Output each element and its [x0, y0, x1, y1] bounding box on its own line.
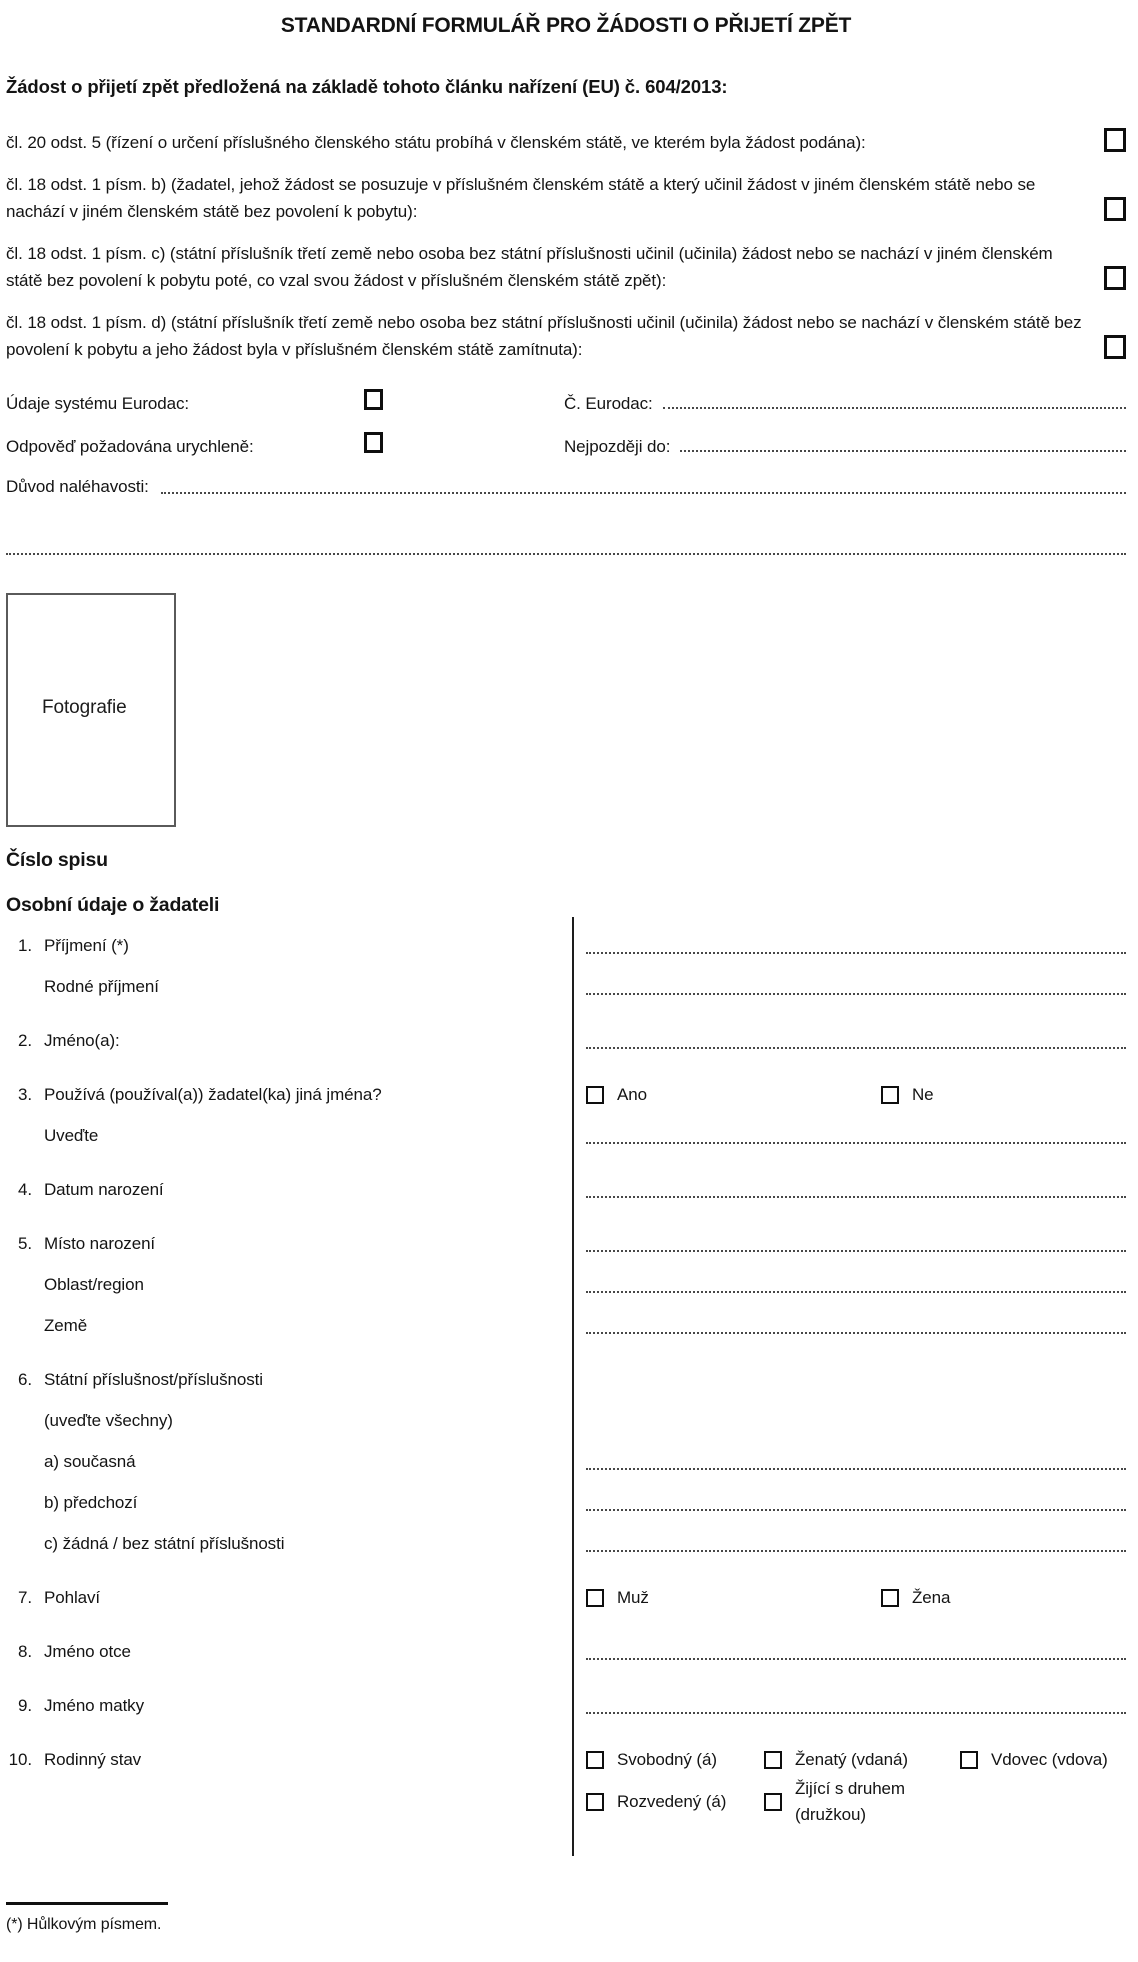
zenaty-vdana-option [764, 1747, 960, 1773]
option-label: Žijící s druhem (družkou) [795, 1779, 905, 1824]
deadline-fill-line[interactable] [680, 433, 1126, 452]
personal-row [6, 1313, 1126, 1339]
legal-option-text: čl. 20 odst. 5 (řízení o určení příslušného členského státu probíhá v členském státě, ve kterém byla žádost podána): [6, 133, 866, 152]
personal-row [6, 1449, 1126, 1475]
field-label: Země [44, 1316, 88, 1335]
legal-option-text: čl. 18 odst. 1 písm. d) (státní příslušník třetí země nebo osoba bez státní příslušnosti učinil (učinila) žádost nebo se nachází v členském státě bez povolení k pobytu a jeho žádost byla v příslušném členském státě zamítnuta): [6, 313, 1082, 359]
legal-option-3-checkbox[interactable] [1104, 266, 1126, 290]
option-label: Žena [912, 1588, 951, 1607]
personal-row [6, 974, 1126, 1000]
legal-option-row [6, 240, 1126, 294]
rozvedeny-a-option [586, 1789, 764, 1815]
zena-checkbox[interactable] [881, 1589, 899, 1607]
legal-option-checkbox-cell [1100, 266, 1126, 294]
eurodac-number-fill-line[interactable] [663, 390, 1126, 409]
legal-option-row [6, 171, 1126, 225]
page-title: STANDARDNÍ FORMULÁŘ PRO ŽÁDOSTI O PŘIJETÍ ZPĚT [280, 14, 852, 37]
prijmeni-fill-line[interactable] [586, 933, 1126, 954]
urgency-reason-continuation-row [6, 536, 1126, 555]
zenaty-vdana-checkbox[interactable] [764, 1751, 782, 1769]
c-zadna-bez-statni-prislusnosti-fill-line[interactable] [586, 1531, 1126, 1552]
a-soucasna-fill-line[interactable] [586, 1449, 1126, 1470]
personal-row [6, 1367, 1126, 1393]
field-label: Rodinný stav [44, 1750, 142, 1769]
misto-narozeni-fill-line[interactable] [586, 1231, 1126, 1252]
field-label: Rodné příjmení [44, 977, 159, 996]
legal-option-checkbox-cell [1100, 197, 1126, 225]
legal-option-text: čl. 18 odst. 1 písm. b) (žadatel, jehož žádost se posuzuje v příslušném členském státě a který učinil žádost v jiném členském státě nebo se nachází v jiném členském státě bez povolení k pobytu): [6, 175, 1036, 221]
jmeno-a-fill-line[interactable] [586, 1028, 1126, 1049]
svobodny-a-option [586, 1747, 764, 1773]
option-label: Ne [912, 1085, 934, 1104]
personal-row [6, 1639, 1126, 1665]
urgency-reason-fill-line-2[interactable] [6, 536, 1126, 555]
personal-row-value-cell [572, 1028, 1126, 1054]
item-number: 7. [18, 1588, 32, 1607]
personal-data-rows [6, 933, 1126, 1828]
personal-row-label-cell [6, 1490, 572, 1516]
personal-row-value-cell [572, 1123, 1126, 1149]
photo-label: Fotografie [42, 697, 127, 718]
option-label: Rozvedený (á) [617, 1792, 727, 1811]
personal-row-label-cell [6, 933, 572, 959]
personal-row-value-cell [572, 1367, 1126, 1393]
zeme-fill-line[interactable] [586, 1313, 1126, 1334]
svobodny-a-checkbox[interactable] [586, 1751, 604, 1769]
legal-option-2-checkbox[interactable] [1104, 197, 1126, 221]
personal-row-label-cell [6, 1313, 572, 1339]
personal-row-value-cell [572, 974, 1126, 1000]
personal-row-label-cell [6, 1449, 572, 1475]
option-label: Muž [617, 1588, 649, 1607]
field-label: Místo narození [44, 1234, 156, 1253]
personal-row [6, 1082, 1126, 1108]
urgency-reason-fill-line[interactable] [161, 473, 1126, 494]
field-label: Příjmení (*) [44, 936, 129, 955]
b-predchozi-fill-line[interactable] [586, 1490, 1126, 1511]
personal-row [6, 1123, 1126, 1149]
zena-option [881, 1585, 950, 1611]
personal-row [6, 1177, 1126, 1203]
personal-row-label-cell [6, 974, 572, 1000]
personal-row-value-cell [572, 1177, 1126, 1203]
personal-row-value-cell [572, 1313, 1126, 1339]
field-label: Jméno matky [44, 1696, 144, 1715]
personal-row-label-cell [6, 1231, 572, 1257]
item-number-spacer [6, 1449, 32, 1475]
legal-option-text: čl. 18 odst. 1 písm. c) (státní příslušník třetí země nebo osoba bez státní příslušnosti učinil (učinila) žádost nebo se nachází v jiném členském státě bez povolení k pobytu poté, co vzal svou žádost v příslušném členském státě zpět): [6, 244, 1053, 290]
personal-row-value-cell [572, 1272, 1126, 1298]
legal-option-4-checkbox[interactable] [1104, 335, 1126, 359]
personal-row-value-cell [572, 1490, 1126, 1516]
option-label: Svobodný (á) [617, 1750, 717, 1769]
field-label: b) předchozí [44, 1493, 138, 1512]
field-label: Jméno otce [44, 1642, 131, 1661]
rozvedeny-a-checkbox[interactable] [586, 1793, 604, 1811]
item-number-spacer [6, 1313, 32, 1339]
personal-row-label-cell [6, 1367, 572, 1393]
field-label: Používá (používal(a)) žadatel(ka) jiná jména? [44, 1085, 382, 1104]
personal-row-value-cell [572, 1531, 1126, 1557]
personal-row [6, 933, 1126, 959]
item-number-spacer [6, 1272, 32, 1298]
personal-row-value-cell [572, 1585, 1126, 1611]
legal-option-1-checkbox[interactable] [1104, 128, 1126, 152]
item-number: 5. [18, 1234, 32, 1253]
field-label: (uveďte všechny) [44, 1411, 173, 1430]
item-number: 10. [8, 1750, 32, 1769]
personal-row-value-cell [572, 1082, 1126, 1108]
personal-row [6, 1693, 1126, 1719]
urgent-reply-row [6, 432, 1126, 461]
deadline-label: Nejpozději do: [564, 437, 671, 456]
legal-option-checkbox-cell [1100, 128, 1126, 156]
footnote [6, 1902, 1126, 1934]
field-label: Oblast/region [44, 1275, 144, 1294]
oblast-region-fill-line[interactable] [586, 1272, 1126, 1293]
item-number: 6. [18, 1370, 32, 1389]
urgent-reply-label: Odpověď požadována urychleně: [6, 437, 254, 456]
muz-checkbox[interactable] [586, 1589, 604, 1607]
personal-row-label-cell [6, 1585, 572, 1611]
personal-row [6, 1490, 1126, 1516]
vdovec-vdova-checkbox[interactable] [960, 1751, 978, 1769]
options-row [586, 1585, 1126, 1611]
item-number-spacer [6, 974, 32, 1000]
item-number: 4. [18, 1180, 32, 1199]
personal-data-heading: Osobní údaje o žadateli [6, 894, 220, 916]
jmeno-matky-fill-line[interactable] [586, 1693, 1126, 1714]
legal-basis-options [6, 128, 1126, 363]
personal-row [6, 1585, 1126, 1611]
personal-row-label-cell [6, 1747, 572, 1828]
datum-narozeni-fill-line[interactable] [586, 1177, 1126, 1198]
personal-row [6, 1408, 1126, 1434]
field-label: Uveďte [44, 1126, 99, 1145]
zijici-s-druhem-druzkou-option [764, 1776, 960, 1828]
eurodac-number-label: Č. Eurodac: [564, 394, 653, 413]
footnote-text: (*) Hůlkovým písmem. [6, 1916, 162, 1933]
personal-row-label-cell [6, 1082, 572, 1108]
personal-row-label-cell [6, 1408, 572, 1434]
field-label: Státní příslušnost/příslušnosti [44, 1370, 263, 1389]
personal-row-label-cell [6, 1272, 572, 1298]
item-number: 9. [18, 1696, 32, 1715]
field-label: a) současná [44, 1452, 136, 1471]
field-label: Datum narození [44, 1180, 164, 1199]
option-label: Ano [617, 1085, 647, 1104]
urgency-reason-row [6, 473, 1126, 500]
vdovec-vdova-option [960, 1747, 1108, 1773]
item-number: 8. [18, 1642, 32, 1661]
personal-row [6, 1272, 1126, 1298]
ne-checkbox[interactable] [881, 1086, 899, 1104]
muz-option [586, 1585, 881, 1611]
item-number-spacer [6, 1531, 32, 1557]
personal-row-value-cell [572, 933, 1126, 959]
personal-row [6, 1028, 1126, 1054]
personal-row [6, 1747, 1126, 1828]
options-row [586, 1082, 1126, 1108]
item-number-spacer [6, 1123, 32, 1149]
options-row [586, 1776, 1126, 1828]
legal-option-row [6, 309, 1126, 363]
urgency-reason-label: Důvod naléhavosti: [6, 477, 149, 496]
personal-row [6, 1531, 1126, 1557]
eurodac-data-row [6, 389, 1126, 418]
item-number: 1. [18, 936, 32, 955]
eurodac-block [6, 389, 1126, 555]
personal-row-value-cell [572, 1231, 1126, 1257]
field-label: Pohlaví [44, 1588, 101, 1607]
eurodac-data-label: Údaje systému Eurodac: [6, 394, 189, 413]
personal-row-value-cell [572, 1639, 1126, 1665]
ano-option [586, 1082, 881, 1108]
file-number-heading: Číslo spisu [6, 849, 108, 871]
personal-row-value-cell [572, 1449, 1126, 1475]
personal-data-section [6, 917, 1126, 1856]
item-number-spacer [6, 1408, 32, 1434]
personal-row [6, 1231, 1126, 1257]
field-label: Jméno(a): [44, 1031, 120, 1050]
form-subtitle: Žádost o přijetí zpět předložená na základě tohoto článku nařízení (EU) č. 604/2013: [6, 76, 728, 97]
column-divider-line [572, 917, 574, 1856]
personal-row-label-cell [6, 1531, 572, 1557]
legal-option-checkbox-cell [1100, 335, 1126, 363]
options-row [586, 1747, 1126, 1773]
personal-row-value-cell [572, 1408, 1126, 1434]
personal-row-label-cell [6, 1123, 572, 1149]
eurodac-data-checkbox[interactable] [364, 389, 383, 410]
option-label: Vdovec (vdova) [991, 1750, 1108, 1769]
personal-row-value-cell [572, 1693, 1126, 1719]
option-label: Ženatý (vdaná) [795, 1750, 908, 1769]
photo-box [6, 593, 176, 827]
field-label: c) žádná / bez státní příslušnosti [44, 1534, 285, 1553]
ne-option [881, 1082, 934, 1108]
item-number: 2. [18, 1031, 32, 1050]
personal-row-label-cell [6, 1639, 572, 1665]
footnote-rule [6, 1902, 168, 1905]
item-number-spacer [6, 1490, 32, 1516]
ano-checkbox[interactable] [586, 1086, 604, 1104]
personal-row-label-cell [6, 1177, 572, 1203]
personal-row-label-cell [6, 1028, 572, 1054]
rodne-prijmeni-fill-line[interactable] [586, 974, 1126, 995]
legal-option-row [6, 128, 1126, 156]
personal-row-label-cell [6, 1693, 572, 1719]
personal-row-value-cell [572, 1747, 1126, 1828]
zijici-s-druhem-druzkou-checkbox[interactable] [764, 1793, 782, 1811]
uvedte-fill-line[interactable] [586, 1123, 1126, 1144]
item-number: 3. [18, 1085, 32, 1104]
jmeno-otce-fill-line[interactable] [586, 1639, 1126, 1660]
urgent-reply-checkbox[interactable] [364, 432, 383, 453]
